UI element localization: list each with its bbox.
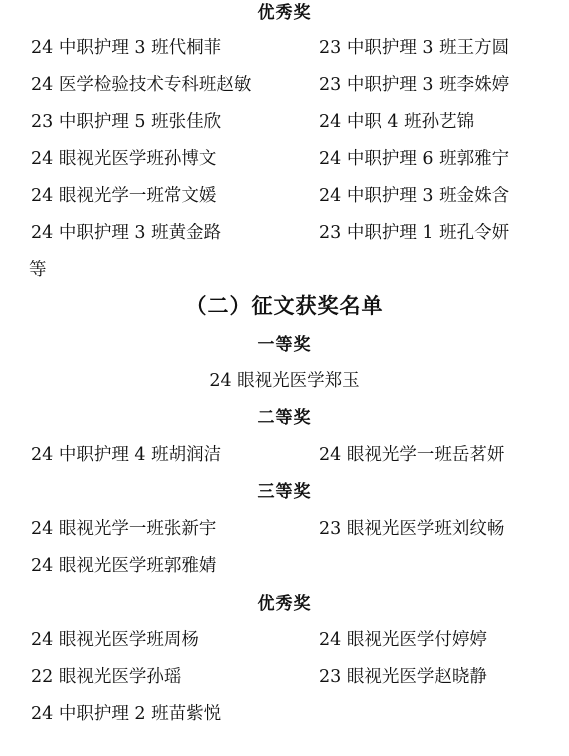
essay-first-row: [0, 369, 569, 393]
essay-excellent-row: [0, 702, 569, 726]
award-winner: 24 眼视光医学付婷婷: [319, 630, 487, 650]
essay-excellent-heading: 优秀奖: [257, 594, 312, 614]
award-winner: 24 眼视光学一班常文媛: [31, 186, 217, 206]
award-winner: 24 眼视光学一班张新宇: [31, 519, 217, 539]
award-winner: 23 中职护理 3 班王方圆: [319, 38, 510, 58]
etc-text: 等: [29, 260, 47, 280]
award-winner: 24 中职护理 3 班黄金路: [31, 223, 222, 243]
essay-excellent-row: [0, 628, 569, 652]
award-winner: 24 眼视光医学班孙博文: [31, 149, 217, 169]
essay-second-row: [0, 443, 569, 467]
award-winner: 24 中职护理 3 班代桐菲: [31, 38, 222, 58]
essay-third-row: [0, 554, 569, 578]
painting-excellent-row: [0, 221, 569, 245]
painting-excellent-row: [0, 110, 569, 134]
award-winner: 24 眼视光医学班周杨: [31, 630, 199, 650]
painting-excellent-row: [0, 184, 569, 208]
essay-second-heading: 二等奖: [257, 408, 312, 428]
award-winner: 24 中职 4 班孙艺锦: [319, 112, 475, 132]
award-winner: 23 眼视光医学班刘纹畅: [319, 519, 505, 539]
award-winner: 24 眼视光医学班郭雅婧: [31, 556, 217, 576]
painting-excellent-row: [0, 73, 569, 97]
award-winner: 24 医学检验技术专科班赵敏: [31, 75, 252, 95]
award-winner: 23 中职护理 1 班孔令妍: [319, 223, 510, 243]
award-winner: 23 中职护理 3 班李姝婷: [319, 75, 510, 95]
award-winner: 24 中职护理 4 班胡润洁: [31, 445, 222, 465]
award-winner: 23 中职护理 5 班张佳欣: [31, 112, 222, 132]
award-winner: 24 眼视光医学郑玉: [209, 371, 360, 391]
award-winner: 22 眼视光医学孙瑶: [31, 667, 182, 687]
painting-excellent-row: [0, 147, 569, 171]
essay-section-title: （二）征文获奖名单: [185, 293, 384, 318]
award-winner: 23 眼视光医学赵晓静: [319, 667, 487, 687]
essay-third-row: [0, 517, 569, 541]
painting-excellent-trailing-row: [0, 258, 569, 282]
award-winner: 24 中职护理 6 班郭雅宁: [319, 149, 510, 169]
painting-excellent-heading: 优秀奖: [257, 3, 312, 23]
essay-third-heading: 三等奖: [257, 482, 312, 502]
award-winner: 24 眼视光学一班岳茗妍: [319, 445, 505, 465]
painting-excellent-row: [0, 36, 569, 60]
award-winner: 24 中职护理 2 班苗紫悦: [31, 704, 222, 724]
essay-excellent-row: [0, 665, 569, 689]
award-winner: 24 中职护理 3 班金姝含: [319, 186, 510, 206]
essay-first-heading: 一等奖: [257, 335, 312, 355]
